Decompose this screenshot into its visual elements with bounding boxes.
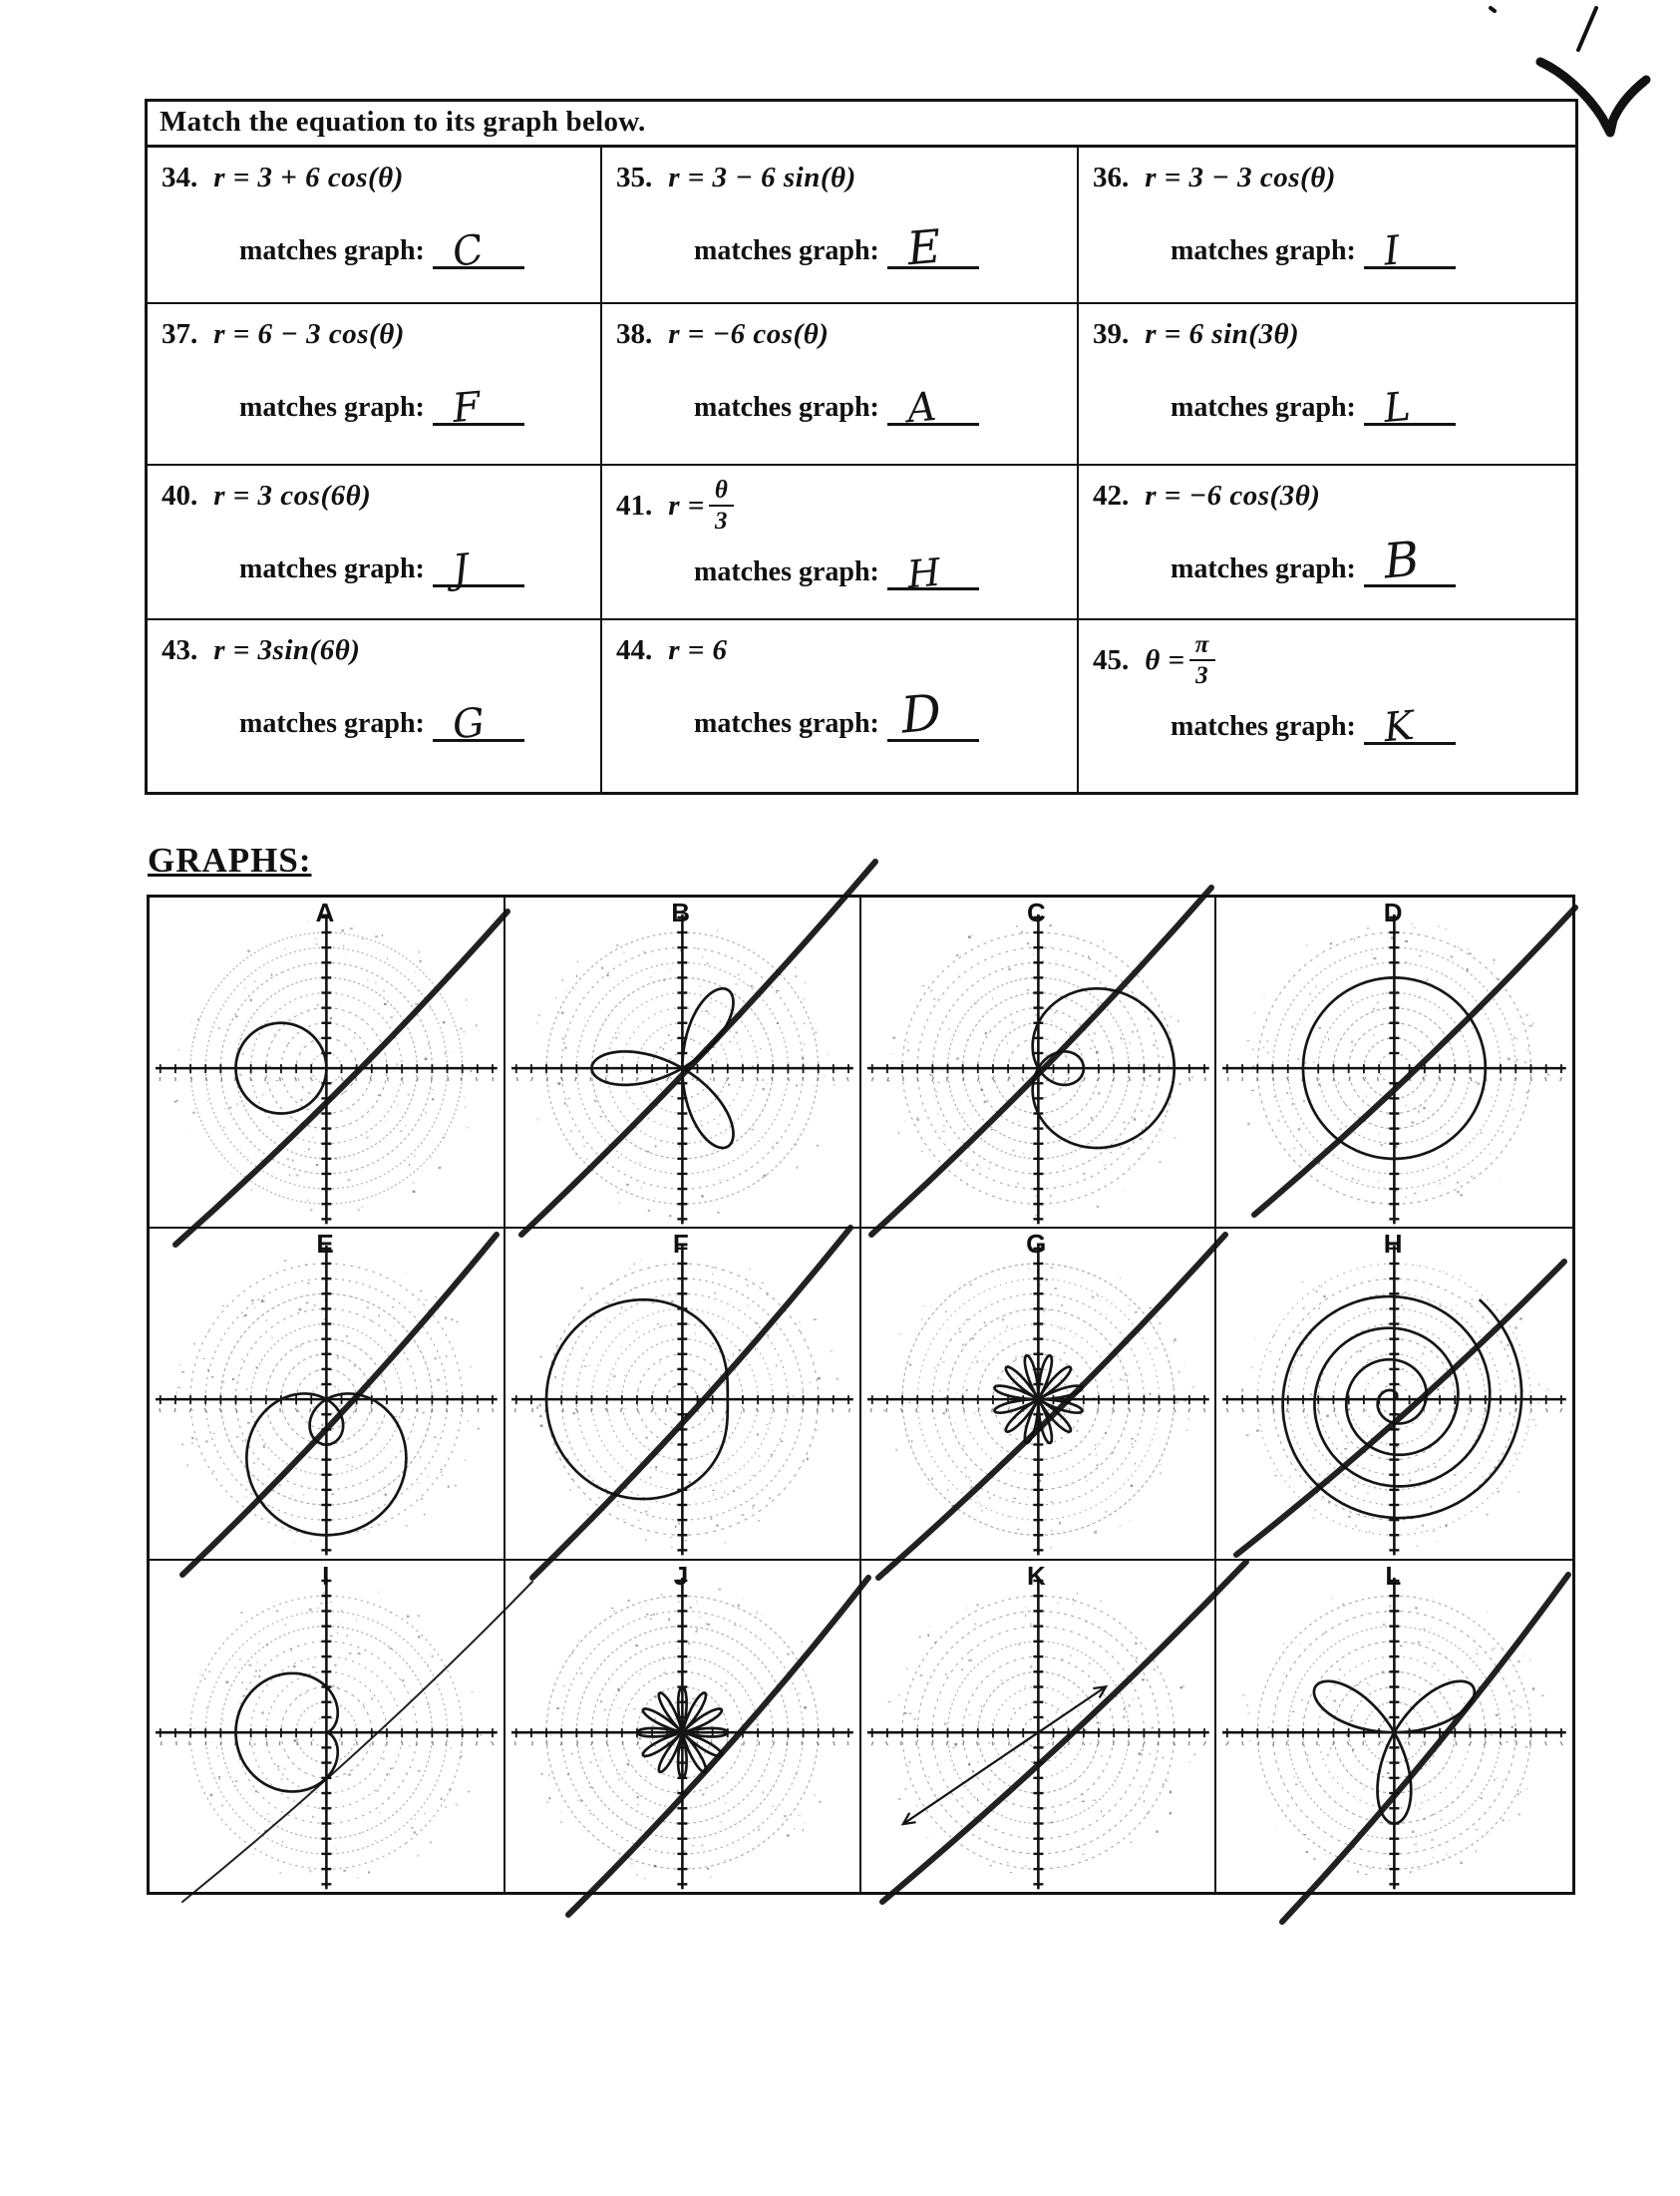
answer-blank	[887, 546, 979, 597]
graph-label: L	[1385, 1560, 1402, 1591]
problem-number: 45.	[1093, 643, 1130, 676]
answer-blank	[433, 543, 524, 593]
graph-cell-K	[861, 1561, 1217, 1892]
answer-blank	[1364, 531, 1456, 590]
polar-plot-A	[150, 898, 504, 1227]
equation: r = 6	[668, 634, 728, 666]
fraction: $\frac{\theta}{3}$	[709, 478, 734, 534]
equation: r = 3 − 3 cos(θ)	[1145, 162, 1336, 193]
problem-number: 43.	[162, 634, 198, 666]
problem-cell-42	[1079, 466, 1575, 618]
answer-blank	[433, 697, 524, 749]
equation: r = 3 cos(6θ)	[213, 480, 372, 512]
matches-label: matches graph:	[1171, 235, 1356, 266]
answer-blank	[1364, 381, 1456, 433]
handwritten-answer: F	[450, 383, 483, 433]
handwritten-answer: I	[1381, 227, 1402, 275]
problem-number: 44.	[616, 634, 653, 666]
handwritten-answer: D	[898, 683, 944, 745]
polar-plot-G	[861, 1229, 1215, 1558]
instruction-header: Match the equation to its graph below.	[148, 102, 1575, 148]
problem-cell-41	[602, 466, 1079, 618]
graph-cell-E	[150, 1229, 505, 1560]
matches-label: matches graph:	[1171, 553, 1356, 584]
polar-plot-B	[505, 898, 859, 1227]
graph-label: A	[315, 898, 335, 927]
graph-label: I	[322, 1560, 330, 1591]
matches-label: matches graph:	[694, 556, 879, 587]
problem-cell-40	[148, 466, 602, 618]
equation: r = 3sin(6θ)	[213, 634, 361, 666]
table-row	[148, 464, 1575, 618]
problem-cell-34	[148, 148, 602, 302]
handwritten-answer: L	[1381, 383, 1413, 433]
graph-label: C	[1026, 898, 1046, 927]
problem-number: 37.	[162, 318, 198, 350]
problem-number: 42.	[1093, 480, 1130, 512]
matches-label: matches graph:	[1171, 711, 1356, 742]
answer-blank	[433, 381, 524, 433]
matches-label: matches graph:	[694, 235, 879, 266]
graph-cell-I	[150, 1561, 505, 1892]
table-row	[148, 148, 1575, 302]
graph-cell-G	[861, 1229, 1217, 1560]
graph-label: F	[672, 1229, 689, 1260]
answer-blank	[887, 218, 979, 276]
fraction: $\frac{\pi}{3}$	[1189, 632, 1215, 688]
table-row	[148, 618, 1575, 792]
problem-cell-45	[1079, 620, 1575, 792]
graph-label: J	[673, 1560, 689, 1591]
equation: r = 3 + 6 cos(θ)	[213, 162, 404, 193]
graph-label: G	[1026, 1229, 1047, 1260]
matches-label: matches graph:	[1171, 392, 1356, 423]
handwritten-answer: B	[1381, 531, 1422, 590]
problem-cell-43	[148, 620, 602, 792]
polar-plot-F	[505, 1229, 859, 1558]
answer-blank	[433, 224, 524, 277]
problem-cell-39	[1079, 304, 1575, 464]
problem-cell-37	[148, 304, 602, 464]
polar-plot-I	[150, 1561, 504, 1892]
problem-cell-38	[602, 304, 1079, 464]
equation: r = 6 − 3 cos(θ)	[213, 318, 405, 350]
matches-label: matches graph:	[239, 235, 425, 266]
graph-label: B	[671, 898, 691, 927]
handwritten-answer: G	[450, 699, 487, 749]
graph-label: K	[1026, 1560, 1046, 1591]
problem-number: 39.	[1093, 318, 1130, 350]
handwritten-answer: C	[449, 225, 488, 277]
problem-number: 34.	[162, 162, 198, 193]
graph-cell-J	[505, 1561, 861, 1892]
graph-grid	[147, 895, 1575, 1895]
problem-number: 35.	[616, 162, 653, 193]
handwritten-answer: H	[905, 549, 942, 597]
problem-number: 36.	[1093, 162, 1130, 193]
equation: r = −6 cos(θ)	[668, 318, 830, 350]
problem-cell-35	[602, 148, 1079, 302]
answer-blank	[887, 683, 979, 745]
graph-cell-B	[505, 898, 861, 1229]
graphs-heading: GRAPHS:	[148, 841, 312, 880]
equation: θ =	[1145, 643, 1185, 676]
problem-cell-36	[1079, 148, 1575, 302]
matches-label: matches graph:	[694, 708, 879, 739]
answer-blank	[1364, 700, 1456, 752]
matches-label: matches graph:	[694, 392, 879, 423]
graph-cell-L	[1216, 1561, 1572, 1892]
answer-blank	[887, 381, 979, 433]
equation: r = 6 sin(3θ)	[1145, 318, 1300, 350]
problem-cell-44	[602, 620, 1079, 792]
polar-plot-D	[1216, 898, 1572, 1227]
handwritten-answer: E	[904, 218, 943, 276]
graph-label: D	[1383, 898, 1403, 927]
answer-blank	[1364, 224, 1456, 275]
matches-label: matches graph:	[239, 392, 425, 423]
handwritten-answer: J	[450, 546, 471, 593]
polar-plot-E	[150, 1229, 504, 1558]
handwritten-answer: A	[904, 383, 938, 433]
problem-number: 38.	[616, 318, 653, 350]
problem-number: 40.	[162, 480, 198, 512]
table-row	[148, 302, 1575, 464]
graph-cell-D	[1216, 898, 1572, 1229]
equation: r = 3 − 6 sin(θ)	[668, 162, 856, 193]
polar-plot-H	[1216, 1229, 1572, 1558]
graph-cell-A	[150, 898, 505, 1229]
graph-cell-F	[505, 1229, 861, 1560]
worksheet-table	[145, 99, 1578, 795]
polar-plot-L	[1216, 1561, 1572, 1892]
handwritten-answer: K	[1381, 702, 1416, 752]
graph-cell-H	[1216, 1229, 1572, 1560]
equation: r = −6 cos(3θ)	[1145, 480, 1321, 512]
polar-plot-J	[505, 1561, 859, 1892]
graph-label: H	[1383, 1229, 1403, 1260]
graph-label: E	[316, 1229, 334, 1260]
graph-cell-C	[861, 898, 1217, 1229]
equation: r =	[668, 489, 705, 522]
matches-label: matches graph:	[239, 553, 425, 584]
polar-plot-C	[861, 898, 1215, 1227]
problem-number: 41.	[616, 489, 653, 522]
matches-label: matches graph:	[239, 708, 425, 739]
polar-plot-K	[861, 1561, 1215, 1892]
